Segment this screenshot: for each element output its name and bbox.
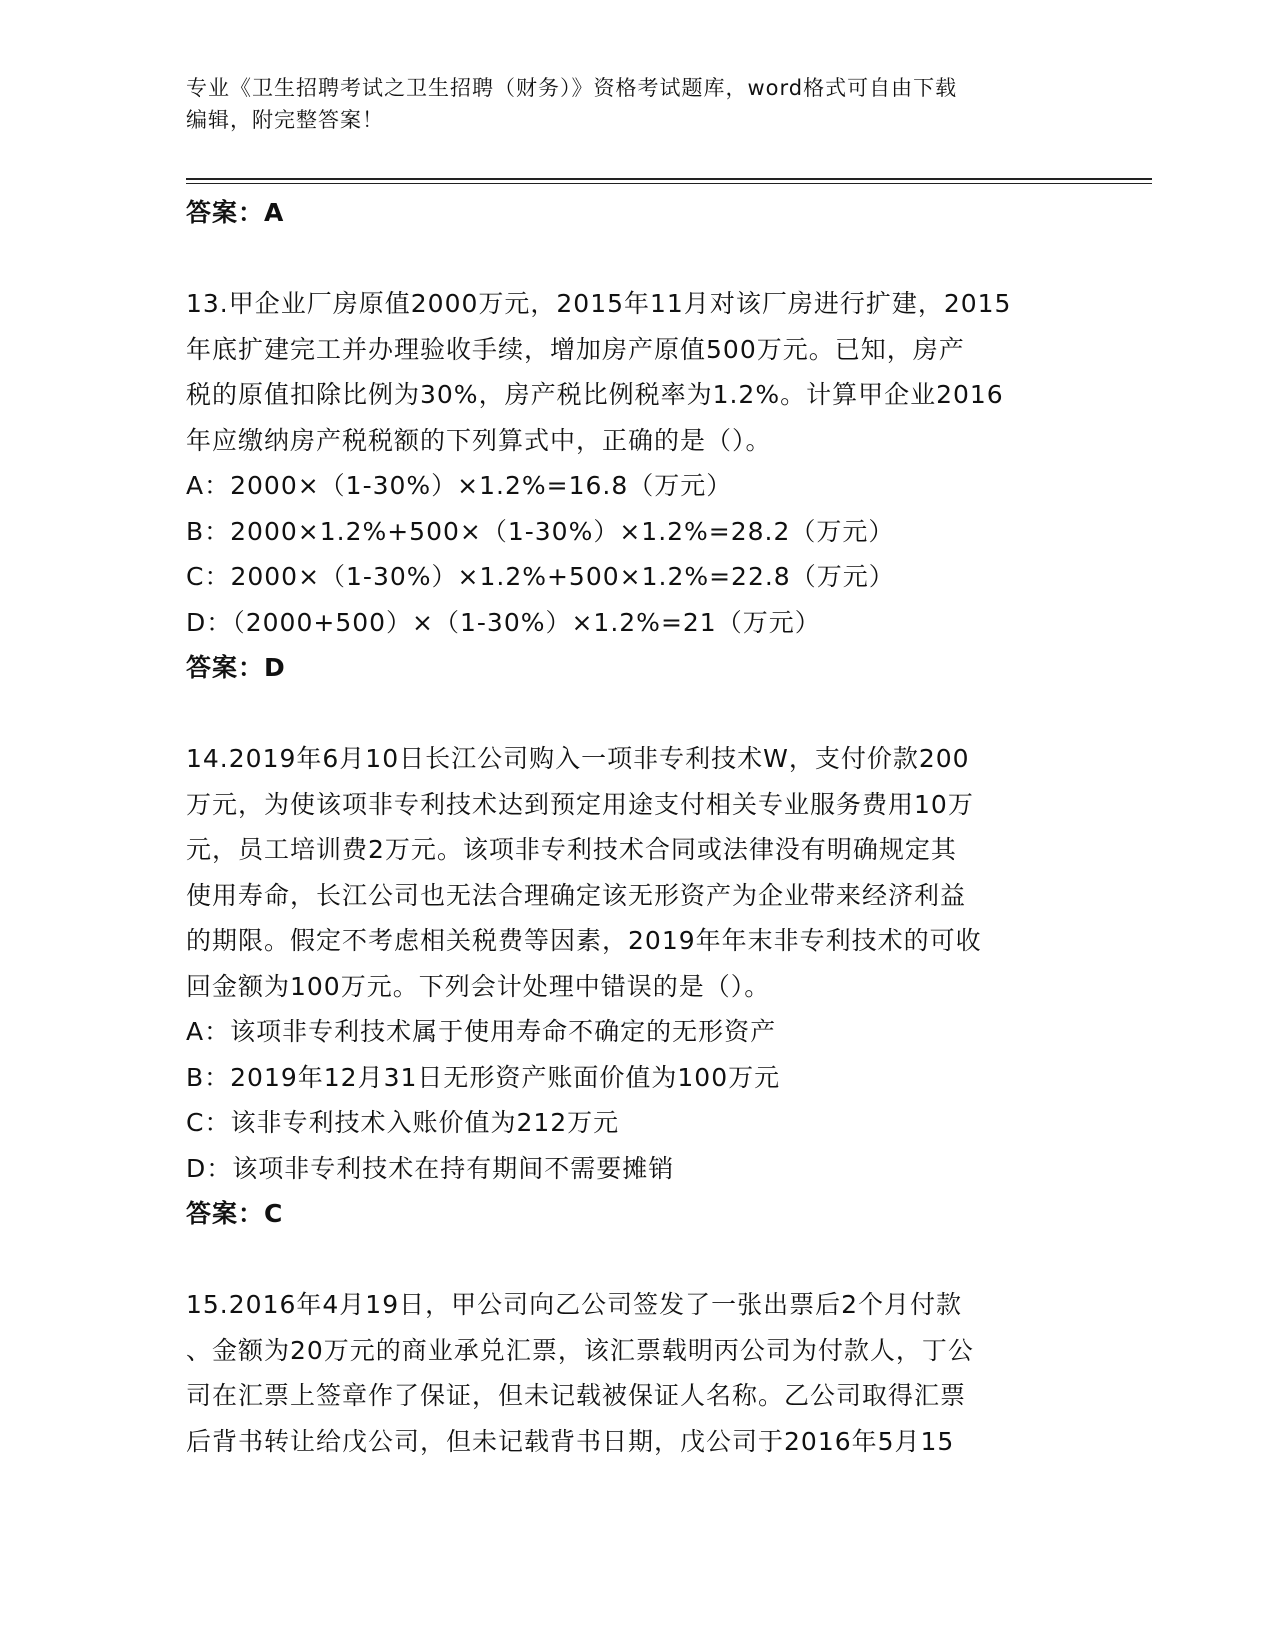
question-15-line-4: 后背书转让给戊公司，但未记载背书日期，戊公司于2016年5月15 (186, 1426, 955, 1456)
question-13-option-b: B：2000×1.2%+500×（1-30%）×1.2%=28.2（万元） (186, 516, 895, 546)
header-line-1: 专业《卫生招聘考试之卫生招聘（财务）》资格考试题库，word格式可自由下载 (186, 76, 958, 100)
question-14-option-c: C：该非专利技术入账价值为212万元 (186, 1108, 620, 1137)
question-13-line-3: 税的原值扣除比例为30%，房产税比例税率为1.2%。计算甲企业2016 (186, 380, 1004, 409)
header-divider-top (186, 178, 1152, 180)
spacer (186, 236, 1086, 282)
question-14-option-d: D：该项非专利技术在持有期间不需要摊销 (186, 1153, 675, 1183)
question-14-line-6: 回金额为100万元。下列会计处理中错误的是（）。 (186, 971, 771, 1001)
question-14-option-b: B：2019年12月31日无形资产账面价值为100万元 (186, 1062, 781, 1092)
question-15 (186, 1282, 1086, 1464)
header-divider-bottom (186, 183, 1152, 184)
question-15-line-2: 、金额为20万元的商业承兑汇票，该汇票载明丙公司为付款人，丁公 (186, 1335, 974, 1365)
document-header (186, 72, 1066, 136)
question-13-line-2: 年底扩建完工并办理验收手续，增加房产原值500万元。已知，房产 (186, 334, 965, 364)
header-line-2: 编辑，附完整答案！ (186, 108, 384, 132)
question-14-line-4: 使用寿命，长江公司也无法合理确定该无形资产为企业带来经济利益 (186, 880, 967, 910)
question-14 (186, 736, 1086, 1237)
question-14-line-5: 的期限。假定不考虑相关税费等因素，2019年年末非专利技术的可收 (186, 926, 982, 955)
answer-previous: 答案：A (186, 198, 285, 227)
question-13-answer: 答案：D (186, 653, 286, 682)
question-14-line-3: 元，员工培训费2万元。该项非专利技术合同或法律没有明确规定其 (186, 835, 957, 864)
question-13-option-c: C：2000×（1-30%）×1.2%+500×1.2%=22.8（万元） (186, 562, 895, 591)
question-14-option-a: A：该项非专利技术属于使用寿命不确定的无形资产 (186, 1017, 777, 1046)
question-15-line-1: 15.2016年4月19日，甲公司向乙公司签发了一张出票后2个月付款 (186, 1290, 963, 1319)
document-body (186, 190, 1086, 1464)
question-13-line-1: 13.甲企业厂房原值2000万元，2015年11月对该厂房进行扩建，2015 (186, 289, 1012, 318)
question-13-option-a: A：2000×（1-30%）×1.2%=16.8（万元） (186, 471, 733, 500)
question-13-line-4: 年应缴纳房产税税额的下列算式中，正确的是（）。 (186, 425, 772, 455)
question-14-line-1: 14.2019年6月10日长江公司购入一项非专利技术W，支付价款200 (186, 744, 970, 773)
question-14-answer: 答案：C (186, 1199, 284, 1228)
spacer (186, 691, 1086, 737)
question-15-line-3: 司在汇票上签章作了保证，但未记载被保证人名称。乙公司取得汇票 (186, 1381, 967, 1410)
question-13-option-d: D：（2000+500）×（1-30%）×1.2%=21（万元） (186, 607, 821, 637)
question-13 (186, 281, 1086, 691)
question-14-line-2: 万元，为使该项非专利技术达到预定用途支付相关专业服务费用10万 (186, 789, 974, 819)
spacer (186, 1237, 1086, 1283)
